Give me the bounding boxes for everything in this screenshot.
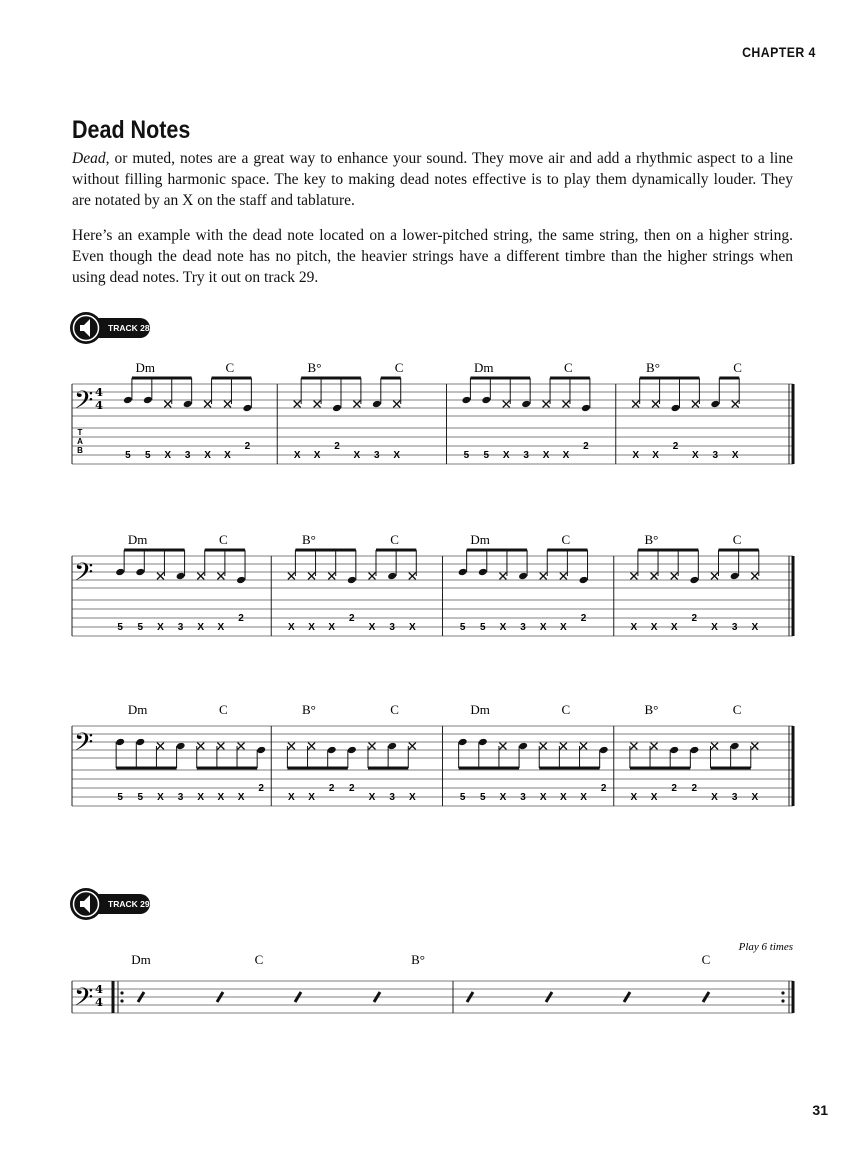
dead-note-head — [288, 573, 295, 580]
tab-number: X — [313, 450, 321, 461]
note-head — [183, 400, 193, 409]
tab-number: 5 — [459, 792, 466, 803]
chord-symbol: Dm — [470, 702, 490, 717]
tab-number: 2 — [671, 783, 677, 794]
dead-note-head — [651, 573, 658, 580]
note-head — [115, 738, 125, 747]
tab-number: 2 — [244, 441, 251, 452]
tab-number: X — [353, 450, 361, 461]
note-head — [579, 576, 589, 585]
tab-number: X — [560, 792, 567, 803]
play-times-note: Play 6 times — [738, 941, 793, 953]
tab-clef-letter: T — [77, 428, 83, 437]
chord-symbol: C — [732, 702, 742, 717]
dead-note-head — [632, 401, 639, 408]
tab-number: X — [197, 792, 205, 803]
note-head — [176, 742, 186, 751]
chord-symbol: C — [390, 702, 399, 717]
repeat-dot — [781, 999, 784, 1002]
dead-note-head — [562, 401, 569, 408]
dead-note-head — [393, 401, 400, 408]
note-head — [521, 400, 531, 409]
tab-number: 2 — [600, 783, 607, 794]
dead-note-head — [308, 743, 315, 750]
note-head — [347, 576, 357, 585]
note-head — [135, 738, 145, 747]
tab-number: X — [632, 450, 639, 461]
dead-note-head — [409, 743, 416, 750]
bass-clef-icon: 𝄢 — [74, 558, 94, 593]
tab-number: X — [204, 450, 211, 461]
dead-note-head — [540, 743, 547, 750]
tab-number: X — [197, 622, 205, 633]
dead-note-head — [204, 401, 211, 408]
note-head — [347, 746, 357, 755]
note-head — [327, 746, 337, 755]
section-heading: Dead Notes — [72, 116, 191, 144]
time-signature-bottom: 4 — [94, 995, 104, 1009]
note-head — [581, 404, 591, 413]
tab-number: 3 — [731, 792, 738, 803]
dead-note-head — [314, 401, 321, 408]
repeat-dot — [781, 991, 784, 994]
chord-symbol: B° — [307, 360, 322, 375]
tab-number: X — [670, 622, 678, 633]
tab-number: X — [217, 792, 225, 803]
tab-number: 2 — [691, 783, 698, 794]
tab-number: X — [652, 450, 659, 461]
dead-note-head — [368, 573, 375, 580]
chord-symbol: C — [225, 360, 235, 375]
tab-number: X — [217, 622, 225, 633]
chord-symbol: C — [394, 360, 404, 375]
note-head — [115, 568, 125, 577]
italic-term: Dead — [72, 150, 106, 167]
track-28-badge — [70, 312, 150, 344]
dead-note-head — [499, 743, 506, 750]
tab-number: 5 — [137, 622, 144, 633]
note-head — [256, 746, 266, 755]
tab-number: 3 — [712, 450, 719, 461]
note-head — [143, 396, 153, 405]
dead-note-head — [751, 573, 758, 580]
tab-number: X — [539, 792, 547, 803]
dead-note-head — [197, 743, 204, 750]
tab-number: 5 — [125, 450, 131, 461]
chord-symbol: B° — [411, 952, 425, 967]
tab-number: X — [308, 622, 315, 633]
tab-number: X — [539, 622, 547, 633]
chord-symbol: Dm — [470, 532, 490, 547]
chord-symbol: C — [218, 532, 228, 547]
tab-number: 5 — [145, 450, 151, 461]
dead-note-head — [671, 573, 678, 580]
tab-number: 5 — [463, 450, 470, 461]
music-system-3 — [72, 702, 793, 806]
dead-note-head — [499, 573, 506, 580]
tab-number: X — [368, 622, 376, 633]
note-head — [372, 400, 382, 409]
tab-number: X — [157, 622, 164, 633]
chord-symbol: C — [733, 360, 742, 375]
chord-symbol: Dm — [135, 360, 155, 375]
music-system-2 — [72, 532, 793, 636]
dead-note-head — [157, 573, 164, 580]
chapter-label: CHAPTER 4 — [742, 44, 816, 60]
chord-symbol: C — [561, 702, 571, 717]
repeat-dot — [120, 999, 123, 1002]
tab-number: X — [308, 792, 315, 803]
time-signature-top: 4 — [94, 385, 104, 399]
slash-system — [72, 941, 793, 1018]
dead-note-head — [294, 401, 301, 408]
chord-symbol: C — [218, 702, 228, 717]
dead-note-head — [560, 573, 567, 580]
repeat-dot — [120, 991, 123, 994]
tab-number: X — [157, 792, 164, 803]
tab-number: 3 — [374, 450, 380, 461]
tab-number: X — [630, 792, 638, 803]
tab-number: X — [560, 622, 567, 633]
dead-note-head — [503, 401, 510, 408]
chord-symbol: B° — [644, 532, 659, 547]
dead-note-head — [560, 743, 567, 750]
intro-paragraph-text: , or muted, notes are a great way to enhance your sound. They move air and add a rhythmic aspect to a line without filling harmonic space. The key to making dead notes effective is to play them dynamically louder. They are notated by an X on the staff and tablature. — [72, 150, 793, 209]
time-signature-bottom: 4 — [94, 398, 104, 412]
note-head — [518, 742, 528, 751]
dead-note-head — [288, 743, 295, 750]
tab-number: 3 — [177, 622, 184, 633]
tab-number: X — [368, 792, 376, 803]
tab-number: 3 — [731, 622, 738, 633]
track-label: TRACK 28 — [108, 323, 150, 333]
tab-number: 5 — [480, 622, 486, 633]
chord-symbol: Dm — [127, 532, 148, 547]
tab-number: X — [751, 792, 759, 803]
tab-number: 3 — [520, 792, 526, 803]
note-head — [478, 738, 488, 747]
page-number: 31 — [812, 1102, 828, 1118]
tab-number: X — [580, 792, 587, 803]
tab-number: X — [408, 622, 416, 633]
dead-note-head — [368, 743, 375, 750]
tab-number: X — [328, 622, 336, 633]
tab-number: 5 — [117, 622, 123, 633]
dead-note-head — [580, 743, 587, 750]
dead-note-head — [751, 743, 758, 750]
chord-symbol: B° — [301, 702, 316, 717]
tab-number: 3 — [389, 622, 395, 633]
bass-clef-icon: 𝄢 — [74, 386, 94, 421]
tab-number: X — [650, 792, 658, 803]
tab-number: 3 — [523, 450, 529, 461]
track-29-badge — [70, 888, 150, 920]
dead-note-head — [409, 573, 416, 580]
tab-number: 2 — [583, 441, 589, 452]
chord-symbol: C — [254, 952, 264, 967]
tab-number: X — [562, 450, 570, 461]
note-head — [458, 738, 468, 747]
tab-number: X — [502, 450, 510, 461]
note-head — [689, 746, 699, 755]
tab-number: X — [499, 622, 507, 633]
note-head — [458, 568, 468, 577]
note-head — [123, 396, 133, 405]
note-head — [387, 742, 397, 751]
track-label: TRACK 29 — [108, 899, 150, 909]
chord-symbol: C — [732, 532, 742, 547]
tab-number: X — [393, 450, 401, 461]
tab-number: 2 — [328, 783, 335, 794]
note-head — [481, 396, 491, 405]
note-head — [730, 572, 740, 581]
bass-clef-icon: 𝄢 — [74, 728, 94, 763]
tab-number: X — [499, 792, 507, 803]
note-head — [332, 404, 342, 413]
tab-number: 2 — [334, 441, 340, 452]
dead-note-head — [732, 401, 739, 408]
music-system-1 — [72, 360, 793, 464]
tab-clef-letter: B — [77, 446, 83, 455]
tab-number: 3 — [389, 792, 395, 803]
dead-note-head — [630, 743, 637, 750]
note-head — [387, 572, 397, 581]
chord-symbol: C — [701, 952, 711, 967]
tab-number: 5 — [117, 792, 123, 803]
tab-number: 5 — [459, 622, 466, 633]
note-head — [518, 572, 528, 581]
tab-number: X — [751, 622, 759, 633]
note-head — [599, 746, 609, 755]
tab-number: X — [224, 450, 231, 461]
tab-number: X — [408, 792, 416, 803]
tab-number: X — [237, 792, 245, 803]
note-head — [710, 400, 720, 409]
tab-number: 2 — [349, 613, 355, 624]
tab-number: 5 — [137, 792, 144, 803]
tab-number: X — [293, 450, 301, 461]
chord-symbol: C — [390, 532, 399, 547]
tab-number: 2 — [238, 613, 244, 624]
note-head — [135, 568, 145, 577]
note-head — [176, 572, 186, 581]
dead-note-head — [217, 573, 224, 580]
dead-note-head — [217, 743, 224, 750]
chord-symbol: C — [561, 532, 571, 547]
dead-note-head — [543, 401, 550, 408]
tab-number: X — [630, 622, 638, 633]
tab-number: 3 — [520, 622, 526, 633]
chord-symbol: Dm — [131, 952, 151, 967]
tab-number: X — [288, 792, 295, 803]
dead-note-head — [224, 401, 231, 408]
dead-note-head — [540, 573, 547, 580]
tab-number: 2 — [349, 783, 355, 794]
note-head — [461, 396, 471, 405]
tab-number: 5 — [480, 792, 486, 803]
tab-number: X — [164, 450, 172, 461]
dead-note-head — [353, 401, 360, 408]
note-head — [671, 404, 681, 413]
tab-number: 3 — [177, 792, 184, 803]
tab-number: 2 — [672, 441, 679, 452]
dead-note-head — [197, 573, 204, 580]
tab-number: 5 — [483, 450, 490, 461]
tab-number: 2 — [258, 783, 264, 794]
tab-number: 2 — [691, 613, 698, 624]
dead-note-head — [157, 743, 164, 750]
dead-note-head — [652, 401, 659, 408]
bass-clef-icon: 𝄢 — [74, 983, 94, 1018]
chord-symbol: B° — [301, 532, 316, 547]
note-head — [242, 404, 252, 413]
dead-note-head — [711, 573, 718, 580]
tab-number: 3 — [184, 450, 191, 461]
tab-number: X — [542, 450, 550, 461]
dead-note-head — [328, 573, 335, 580]
note-head — [478, 568, 488, 577]
dead-note-head — [692, 401, 699, 408]
chord-symbol: B° — [646, 360, 660, 375]
dead-note-head — [308, 573, 315, 580]
tab-clef-letter: A — [77, 437, 83, 446]
tab-number: X — [288, 622, 295, 633]
chord-symbol: Dm — [127, 702, 148, 717]
example-paragraph: Here’s an example with the dead note located on a lower-pitched string, the same string, then on a higher string. Even though the dead note has no pitch, the heavier strings have a different timbre than the higher strings when using dead notes. Try it out on track 29. — [72, 227, 793, 286]
tab-number: X — [711, 792, 718, 803]
tab-number: X — [692, 450, 699, 461]
dead-note-head — [711, 743, 718, 750]
note-head — [689, 576, 699, 585]
note-head — [236, 576, 246, 585]
dead-note-head — [164, 401, 171, 408]
note-head — [730, 742, 740, 751]
tab-number: X — [731, 450, 739, 461]
note-head — [669, 746, 679, 755]
chord-symbol: C — [564, 360, 573, 375]
chord-symbol: B° — [644, 702, 659, 717]
time-signature-top: 4 — [94, 982, 104, 996]
dead-note-head — [651, 743, 658, 750]
tab-number: 2 — [580, 613, 587, 624]
dead-note-head — [238, 743, 245, 750]
dead-note-head — [630, 573, 637, 580]
chord-symbol: Dm — [473, 360, 494, 375]
tab-number: X — [711, 622, 718, 633]
tab-number: X — [650, 622, 658, 633]
